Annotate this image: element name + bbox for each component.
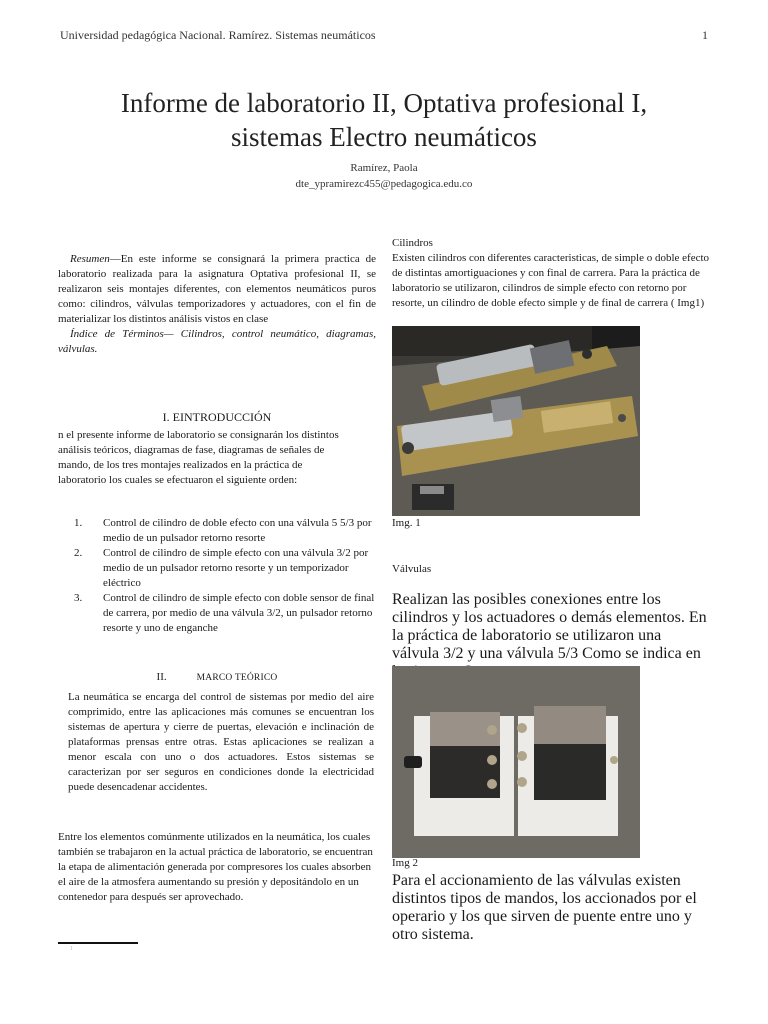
list-item-text: Control de cilindro de simple efecto con una válvula 3/2 por medio de un pulsador retorno resorte y un temporizador eléctrico xyxy=(103,547,369,589)
section-2-heading xyxy=(58,670,376,686)
right-column xyxy=(392,236,712,311)
cylinders-photo xyxy=(392,326,640,516)
list-item-number: 1. xyxy=(74,517,83,529)
image-1-caption: Img. 1 xyxy=(392,517,421,529)
index-terms: Índice de Términos— Cilindros, control neumático, diagramas, válvulas. xyxy=(58,328,376,355)
paper-title xyxy=(60,86,708,154)
list-item-number: 3. xyxy=(74,592,83,604)
image-2-caption: Img 2 xyxy=(392,857,418,869)
valves-photo xyxy=(392,666,640,858)
valvulas-paragraph: Realizan las posibles conexiones entre los cilindros y los actuadores o demás elementos. En la práctica de laboratorio se utilizaron una válvula 3/2 y una válvula 5/3 Como se indica en xyxy=(392,591,707,662)
list-item-text: Control de cilindro de doble efecto con una válvula 5 5/3 por medio de un pulsador retorno resorte xyxy=(103,517,372,544)
section-2-number: II. xyxy=(156,671,167,683)
list-item xyxy=(74,546,384,591)
marco-teorico-paragraph-2: Entre los elementos comúnmente utilizados en la neumática, los cuales también se trabajaron en la actual práctica de laboratorio, se encuentran la etapa de alimentación generada por compresores los cuales absorben el aire de la atmosfera aumentando su presión y depositándolo en un contenedor para después ser aprovechado. xyxy=(58,831,373,903)
section-1-intro: n el presente informe de laboratorio se consignarán los distintos análisis teóricos, diagramas de fase, diagramas de señales de mando, de los tres montajes realizados en la práctica de laboratorio los cuales se efectuaron el siguiente orden: xyxy=(58,429,339,486)
list-item-number: 2. xyxy=(74,547,83,559)
list-item-text: Control de cilindro de simple efecto con doble sensor de final de carrera, por medio de una válvula 3/2, un pulsador retorno resorte y uno de enganche xyxy=(103,592,375,634)
mandos-paragraph: Para el accionamiento de las válvulas existen distintos tipos de mandos, los accionados por el operario y los que sirven de puente entre uno y otro sistema. xyxy=(392,872,697,943)
title-line-1: Informe de laboratorio II, Optativa profesional I, xyxy=(120,88,648,118)
footnote-rule xyxy=(58,942,138,944)
author-name: Ramírez, Paola xyxy=(350,162,418,174)
left-column xyxy=(58,252,376,903)
list-item xyxy=(74,591,384,636)
footnote-mark: 1 xyxy=(70,946,73,952)
cylinders-photo-drawing xyxy=(392,326,640,516)
cilindros-heading: Cilindros xyxy=(392,237,433,249)
abstract-text: —En este informe se consignará la primera practica de laboratorio realizada para la asignatura Optativa profesional II, se realizaron seis montajes diferentes, con elementos neumáticos puros como: cilindros, válvulas temporizadores y actuadores, con el fin de materializar los distintos análisis vistos en clase xyxy=(58,253,376,325)
cilindros-paragraph: Existen cilindros con diferentes caracteristicas, de simple o doble efecto de distintas amortiguaciones y con final de carrera. Para la práctica de laboratorio se utilizaron, cilindros de simple efecto con retorno por resorte, un cilindro de doble efecto simple y de final de carrera ( Img1) xyxy=(392,252,710,309)
abstract-lead: Resumen xyxy=(70,253,110,265)
valvulas-heading: Válvulas xyxy=(392,563,432,575)
section-1-heading: I. EINTRODUCCIÓN xyxy=(162,410,272,424)
title-line-2: sistemas Electro neumáticos xyxy=(231,122,537,152)
list-item xyxy=(74,516,384,546)
valves-photo-drawing xyxy=(392,666,640,858)
author-email: dte_ypramirezc455@pedagogica.edu.co xyxy=(295,178,473,190)
running-head: Universidad pedagógica Nacional. Ramírez. Sistemas neumáticos xyxy=(60,28,376,42)
montajes-list xyxy=(74,516,384,636)
marco-teorico-paragraph-1: La neumática se encarga del control de sistemas por medio del aire comprimido, entre las aplicaciones más comunes se encuentran los sistemas de apertura y cierre de puertas, elevación e inclinación de plataformas prensas entre otras. Estas aplicaciones se realizan a menor escala con uno o dos actuadores. Estos sistemas se caracterizan por ser seguros en condiciones donde la electricidad puede desencadenar accidentes. xyxy=(68,691,374,793)
section-2-label: MARCO TEÓRICO xyxy=(196,673,278,683)
abstract xyxy=(58,252,376,327)
page-number: 1 xyxy=(702,28,708,42)
